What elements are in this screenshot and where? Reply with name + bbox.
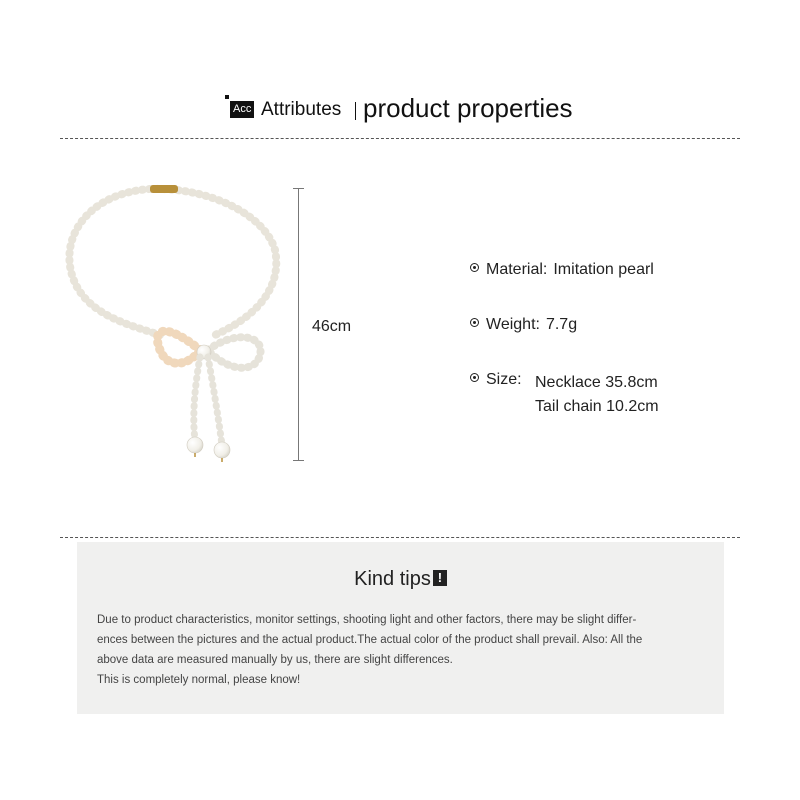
material-label: Material: <box>486 261 548 278</box>
header-dot <box>225 95 229 99</box>
tips-line: ences between the pictures and the actual product.The actual color of the product shall prevail. Also: All the <box>97 634 643 646</box>
bow-right-loop <box>208 337 261 367</box>
header-title: Attributes <box>261 99 342 120</box>
tips-line: Due to product characteristics, monitor settings, shooting light and other factors, there may be slight differ- <box>97 614 637 626</box>
strand-left <box>69 189 160 335</box>
divider-bottom <box>60 537 740 538</box>
property-material <box>470 261 654 279</box>
tips-line: This is completely normal, please know! <box>97 674 301 686</box>
size-tail-chain: Tail chain 10.2cm <box>535 398 659 415</box>
weight-value: 7.7g <box>545 316 578 333</box>
kind-tips-panel <box>77 542 724 714</box>
clasp <box>150 185 178 193</box>
tips-heading <box>77 568 724 591</box>
size-label: Size: <box>486 371 522 388</box>
bullet-icon <box>470 263 479 272</box>
exclamation-icon: ! <box>433 570 447 586</box>
divider-top <box>60 138 740 139</box>
tips-line: above data are measured manually by us, there are slight differences. <box>97 654 453 666</box>
dimension-line <box>298 188 299 460</box>
header-badge: Acc <box>230 101 254 118</box>
tail-pearl-right <box>214 442 230 458</box>
tips-title: Kind tips <box>354 568 431 590</box>
size-values <box>535 371 659 419</box>
tail-right <box>208 357 222 445</box>
section-header <box>0 92 800 132</box>
property-weight <box>470 316 577 334</box>
dimension-label: 46cm <box>312 318 352 335</box>
bullet-icon <box>470 318 479 327</box>
property-size <box>470 371 528 389</box>
dimension-cap-bottom <box>293 460 304 461</box>
tail-left <box>194 357 200 440</box>
strand-right <box>150 189 276 335</box>
tips-text <box>97 610 709 690</box>
size-necklace: Necklace 35.8cm <box>535 374 658 391</box>
tail-pearl-left <box>187 437 203 453</box>
necklace-image <box>50 175 300 475</box>
header-subtitle: product properties <box>363 93 573 123</box>
header-separator <box>355 102 356 120</box>
material-value: Imitation pearl <box>553 261 654 278</box>
weight-label: Weight: <box>486 316 540 333</box>
bullet-icon <box>470 373 479 382</box>
